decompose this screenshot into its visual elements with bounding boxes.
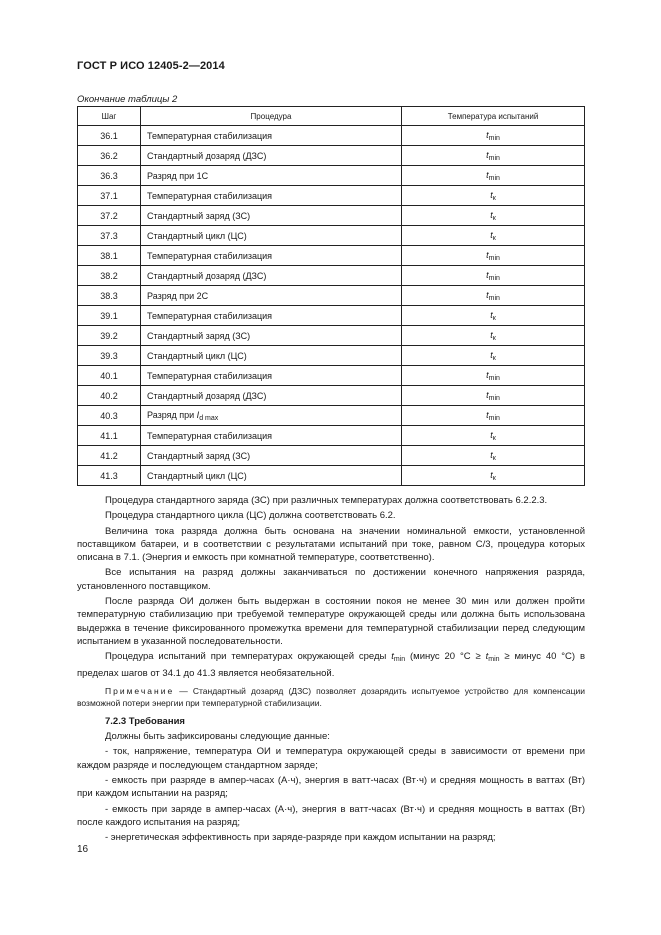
cell-temperature <box>402 346 585 366</box>
cell-procedure <box>141 226 402 246</box>
cell-temperature <box>402 266 585 286</box>
subscript: min <box>488 414 500 422</box>
cell-procedure <box>141 206 402 226</box>
procedure-text: Температурная стабилизация <box>147 430 273 441</box>
table-row <box>78 446 585 466</box>
cell-procedure <box>141 146 402 166</box>
table-row <box>78 186 585 206</box>
symbol-t: t <box>490 349 493 360</box>
subscript: к <box>492 474 496 482</box>
cell-procedure <box>141 446 402 466</box>
section-heading: 7.2.3 Требования <box>105 715 185 727</box>
subscript: min <box>488 294 500 302</box>
cell-step: 40.1 <box>78 366 141 386</box>
cell-step: 40.3 <box>78 406 141 426</box>
procedure-text: Стандартный цикл (ЦС) <box>147 470 247 481</box>
cell-temperature <box>402 166 585 186</box>
subscript: к <box>492 454 496 462</box>
cell-step: 37.2 <box>78 206 141 226</box>
cell-procedure <box>141 346 402 366</box>
symbol-t: t <box>490 189 493 200</box>
table-row <box>78 286 585 306</box>
cell-step: 36.2 <box>78 146 141 166</box>
cell-temperature <box>402 146 585 166</box>
symbol-t: t <box>486 269 489 280</box>
cell-procedure <box>141 306 402 326</box>
paragraph: Все испытания на разряд должны заканчиваться по достижении конечного напряжения разряда, установленного поставщиком. <box>77 567 585 592</box>
paragraph: Должны быть зафиксированы следующие данные: <box>105 731 330 743</box>
cell-step: 39.3 <box>78 346 141 366</box>
procedure-text: Разряд при 2С <box>147 290 209 301</box>
cell-temperature <box>402 406 585 426</box>
cell-step: 40.2 <box>78 386 141 406</box>
symbol-t: t <box>486 289 489 300</box>
table-row <box>78 266 585 286</box>
procedure-text: Разряд при 1С <box>147 170 209 181</box>
cell-procedure <box>141 166 402 186</box>
table-body <box>78 126 585 486</box>
table-header-row <box>78 107 585 126</box>
cell-procedure <box>141 186 402 206</box>
cell-temperature <box>402 326 585 346</box>
subscript: к <box>492 214 496 222</box>
list-item: - энергетическая эффективность при заряде-разряде при каждом испытании на разряд; <box>105 832 496 844</box>
procedure-text: Стандартный заряд (ЗС) <box>147 450 251 461</box>
subscript: к <box>492 314 496 322</box>
cell-step: 38.1 <box>78 246 141 266</box>
cell-temperature <box>402 366 585 386</box>
symbol-t: t <box>486 389 489 400</box>
cell-procedure <box>141 326 402 346</box>
procedure-text: Стандартный цикл (ЦС) <box>147 350 247 361</box>
header-procedure: Процедура <box>141 107 402 126</box>
symbol-t: t <box>486 169 489 180</box>
cell-step: 38.3 <box>78 286 141 306</box>
subscript: min <box>488 274 500 282</box>
table-row <box>78 406 585 426</box>
subscript: min <box>488 154 500 162</box>
table-caption: Окончание таблицы 2 <box>77 94 178 105</box>
symbol-t: t <box>490 429 493 440</box>
note-text: — Стандартный дозаряд (ДЗС) позволяет дозарядить испытуемое устройство для компенсации возможной потери энергии при температурной стабилизации. <box>77 685 585 708</box>
symbol-t: t <box>486 149 489 160</box>
table-row <box>78 366 585 386</box>
cell-step: 41.3 <box>78 466 141 486</box>
symbol-t: t <box>486 129 489 140</box>
cell-temperature <box>402 286 585 306</box>
table-row <box>78 126 585 146</box>
procedure-text: Стандартный дозаряд (ДЗС) <box>147 150 267 161</box>
symbol-t: t <box>490 329 493 340</box>
table-row <box>78 206 585 226</box>
table-row <box>78 166 585 186</box>
table-row <box>78 226 585 246</box>
cell-temperature <box>402 246 585 266</box>
cell-step: 41.2 <box>78 446 141 466</box>
subscript: min <box>488 374 500 382</box>
cell-temperature <box>402 386 585 406</box>
body-text <box>77 494 585 847</box>
list-item: - емкость при заряде в ампер-часах (А·ч), энергия в ватт-часах (Вт·ч) и средняя мощность в ваттах (Вт) после каждого испытания на разряд; <box>77 803 585 828</box>
header-temperature: Температура испытаний <box>402 107 585 126</box>
procedure-text: Температурная стабилизация <box>147 190 273 201</box>
procedure-text: Стандартный дозаряд (ДЗС) <box>147 390 267 401</box>
cell-temperature <box>402 226 585 246</box>
cell-step: 36.3 <box>78 166 141 186</box>
cell-step: 39.2 <box>78 326 141 346</box>
note-label: Примечание <box>105 685 175 696</box>
list-item: - емкость при разряде в ампер-часах (А·ч), энергия в ватт-часах (Вт·ч) и средняя мощность в ваттах (Вт) при каждом испытании на разряд; <box>77 775 585 800</box>
list-item: - ток, напряжение, температура ОИ и температура окружающей среды в зависимости от времени при каждом разряде и последующем стандартном заряде; <box>77 746 585 771</box>
steps-table <box>77 106 585 486</box>
symbol-t: t <box>486 409 489 420</box>
subscript: min <box>393 656 406 664</box>
cell-temperature <box>402 206 585 226</box>
symbol-t: t <box>490 469 493 480</box>
cell-temperature <box>402 126 585 146</box>
subscript: к <box>492 194 496 202</box>
note <box>77 685 585 709</box>
subscript: к <box>492 234 496 242</box>
paragraph <box>77 650 585 680</box>
paragraph: Величина тока разряда должна быть основана на значении номинальной емкости, установленной поставщиком батареи, и в соответствии с результатами испытаний при токе, равном С/3, процедура которых описана в 7.1. (Энергия и емкость при комнатной температуре, соответственно). <box>77 525 585 564</box>
subscript: к <box>492 434 496 442</box>
procedure-text: Стандартный дозаряд (ДЗС) <box>147 270 267 281</box>
procedure-text: Температурная стабилизация <box>147 130 273 141</box>
table-row <box>78 426 585 446</box>
symbol-i: I <box>196 409 200 420</box>
cell-temperature <box>402 446 585 466</box>
procedure-text: Температурная стабилизация <box>147 250 273 261</box>
cell-procedure <box>141 246 402 266</box>
symbol-t: t <box>486 369 489 380</box>
table-row <box>78 146 585 166</box>
symbol-t: t <box>490 449 493 460</box>
page-number: 16 <box>77 844 89 855</box>
cell-step: 37.3 <box>78 226 141 246</box>
table-row <box>78 466 585 486</box>
document-title: ГОСТ Р ИСО 12405-2—2014 <box>77 60 225 72</box>
header-step: Шаг <box>78 107 141 126</box>
subscript: min <box>488 134 500 142</box>
cell-procedure <box>141 286 402 306</box>
text-run: ≥ минус 40 °С) в пределах шагов от 34.1 до 41.3 является необязательной. <box>77 651 586 679</box>
symbol-t: t <box>391 651 394 663</box>
cell-temperature <box>402 426 585 446</box>
table-row <box>78 346 585 366</box>
paragraph: Процедура стандартного заряда (ЗС) при различных температурах должна соответствовать 6.2.2.3. <box>105 495 548 506</box>
procedure-text: Температурная стабилизация <box>147 370 273 381</box>
cell-temperature <box>402 466 585 486</box>
symbol-t: t <box>485 651 489 663</box>
subscript: d max <box>199 414 219 422</box>
text-run: (минус 20 °С ≥ <box>405 651 486 663</box>
cell-temperature <box>402 306 585 326</box>
cell-procedure <box>141 126 402 146</box>
subscript: min <box>488 394 500 402</box>
subscript: min <box>488 656 500 664</box>
cell-temperature <box>402 186 585 206</box>
symbol-t: t <box>490 309 493 320</box>
table-row <box>78 246 585 266</box>
paragraph: Процедура стандартного цикла (ЦС) должна соответствовать 6.2. <box>105 510 396 522</box>
cell-step: 36.1 <box>78 126 141 146</box>
procedure-text: Стандартный цикл (ЦС) <box>147 230 247 241</box>
procedure-text: Стандартный заряд (ЗС) <box>147 210 251 221</box>
symbol-t: t <box>490 209 493 220</box>
cell-step: 37.1 <box>78 186 141 206</box>
subscript: к <box>492 334 496 342</box>
cell-procedure <box>141 266 402 286</box>
procedure-text: Разряд при <box>147 409 197 420</box>
subscript: min <box>488 254 500 262</box>
symbol-t: t <box>486 249 489 260</box>
symbol-t: t <box>490 229 493 240</box>
table-row <box>78 326 585 346</box>
procedure-text: Стандартный заряд (ЗС) <box>147 330 251 341</box>
cell-procedure <box>141 386 402 406</box>
cell-procedure <box>141 466 402 486</box>
cell-procedure <box>141 426 402 446</box>
cell-step: 38.2 <box>78 266 141 286</box>
subscript: min <box>488 174 500 182</box>
text-run: Процедура испытаний при температурах окружающей среды <box>105 651 392 663</box>
paragraph: После разряда ОИ должен быть выдержан в состоянии покоя не менее 30 мин или должен пройти температурную стабилизацию при требуемой температуре окружающей среды или должна быть использована выдержка в течение фиксированного промежутка времени для температурной стабилизации перед следующим испытанием в указанной последовательности. <box>77 596 585 647</box>
subscript: к <box>492 354 496 362</box>
cell-procedure <box>141 366 402 386</box>
cell-procedure <box>141 406 402 426</box>
table-row <box>78 386 585 406</box>
procedure-text: Температурная стабилизация <box>147 310 273 321</box>
table-row <box>78 306 585 326</box>
cell-step: 41.1 <box>78 426 141 446</box>
cell-step: 39.1 <box>78 306 141 326</box>
